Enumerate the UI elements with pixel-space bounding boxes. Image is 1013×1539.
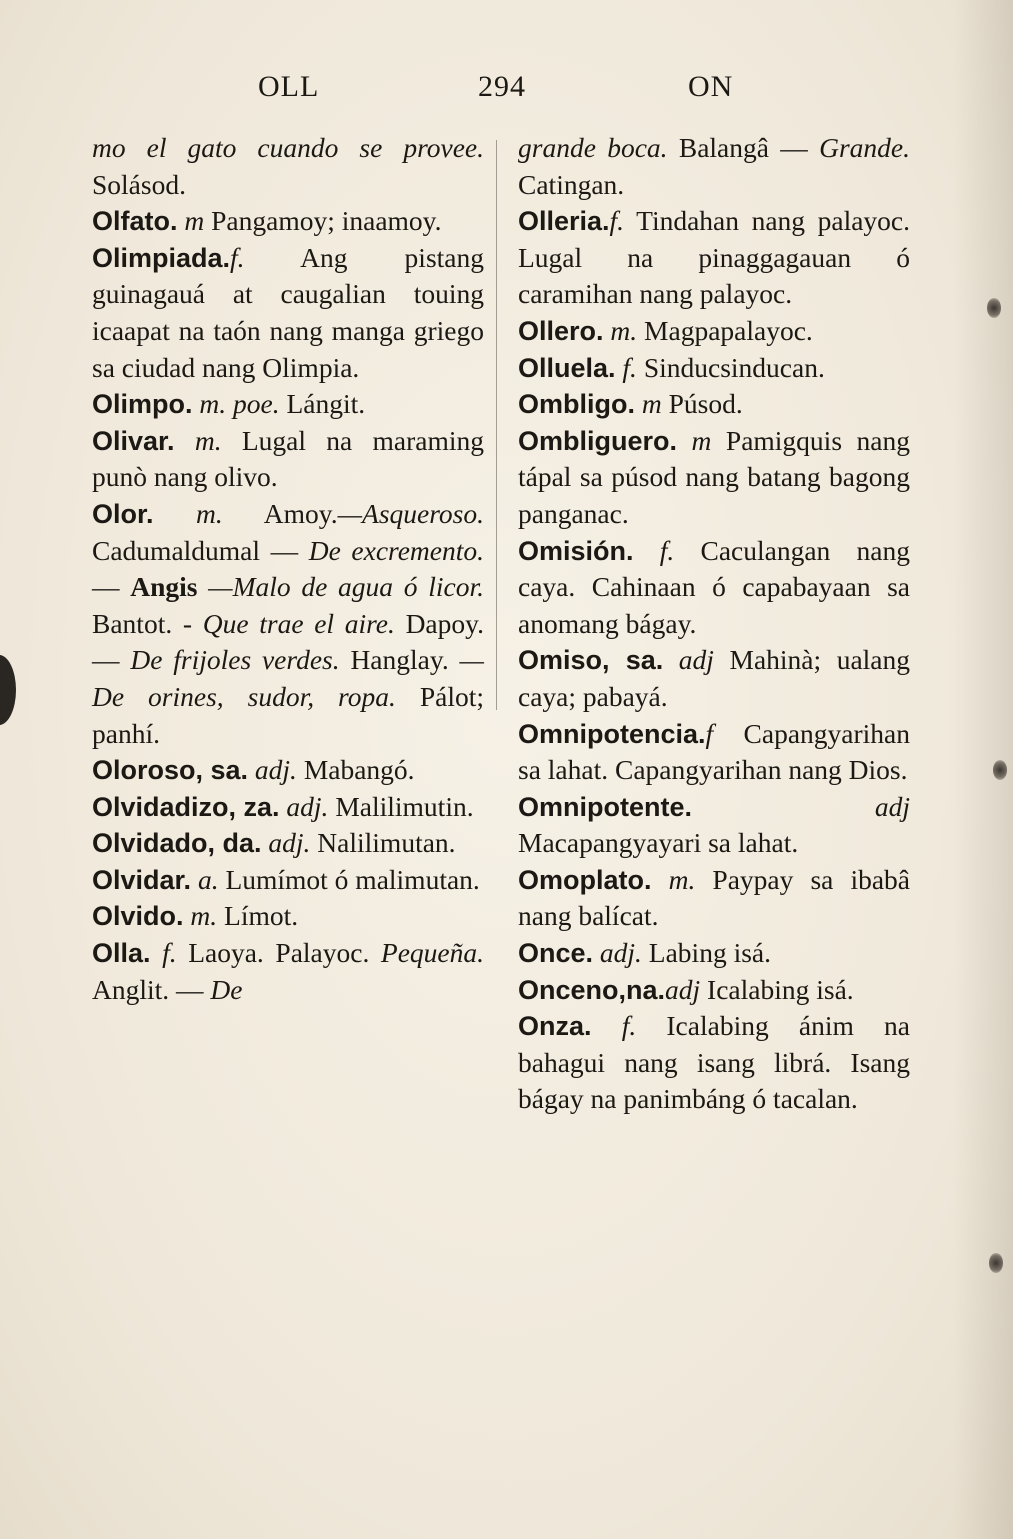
italic-text: m. (174, 424, 222, 456)
italic-text: m (635, 388, 662, 420)
entry-text: Magpapalayoc. (637, 314, 813, 346)
dictionary-entry (92, 752, 484, 789)
italic-text: m. (603, 314, 638, 346)
headword: Omnipotente. (518, 791, 692, 822)
italic-text: f. (150, 937, 177, 969)
headword: Ombliguero. (518, 425, 678, 456)
dictionary-entry (92, 203, 484, 240)
italic-text: De frijoles verdes. (119, 644, 340, 676)
dictionary-entry (92, 423, 484, 496)
entry-text: Macapangyayari sa lahat. (518, 827, 799, 859)
entry-text: Icalabing ánim na bahagui nang isang librá. Isang bágay na panimbáng ó tacalan. (518, 1010, 911, 1115)
headword: Omnipotencia. (518, 718, 706, 749)
entry-text: Anglit. — (92, 973, 204, 1005)
headword: Olluela. (518, 352, 616, 383)
italic-text: grande boca. (518, 132, 668, 163)
italic-text: Que trae el aire. (192, 607, 395, 639)
dictionary-entry (518, 972, 910, 1009)
dictionary-entry (518, 313, 910, 350)
italic-text: —Asqueroso. (337, 497, 484, 529)
headword: Olivar. (92, 425, 175, 456)
ink-blot (0, 655, 16, 725)
dictionary-entry (92, 898, 484, 935)
dictionary-entry (92, 825, 484, 862)
italic-text: adj (692, 790, 910, 822)
italic-text: m (177, 205, 205, 237)
page-number: 294 (478, 70, 526, 103)
dictionary-entry (518, 423, 910, 533)
entry-text: Balangâ — (667, 132, 808, 163)
headword: Olleria. (518, 206, 610, 237)
entry-text: Caculangan nang caya. Cahinaan ó capabayaan sa anomang bágay. (518, 534, 910, 639)
entry-text: Lumímot ó malimutan. (218, 863, 480, 895)
dictionary-entry (518, 1008, 910, 1118)
italic-text: a. (191, 863, 219, 895)
headword: Olla. (92, 938, 151, 969)
italic-text: De (203, 973, 243, 1005)
dictionary-entry (518, 862, 910, 935)
italic-text: f. (591, 1010, 637, 1042)
dictionary-entry (518, 130, 910, 203)
headword: Olfato. (92, 206, 178, 237)
entry-text: Cadumaldumal — (92, 534, 299, 566)
dictionary-entry (92, 862, 484, 899)
entry-text: Lángit. (279, 388, 366, 420)
entry-text: Nalilimutan. (310, 827, 456, 859)
entry-text: Mabangó. (296, 754, 415, 786)
italic-text: adj (663, 644, 714, 676)
italic-text: f (705, 717, 714, 749)
entry-text: Amoy. (222, 497, 338, 529)
entry-text: Sinducsinducan. (636, 351, 825, 383)
entry-text: Pangamoy; inaamoy. (204, 205, 442, 237)
entry-text: Laoya. Palayoc. (176, 937, 370, 969)
italic-text: adj. (261, 827, 311, 859)
headword: Omiso, sa. (518, 645, 664, 676)
entry-text: Ang pistang guinagauá at caugalian touing icaapat na taón nang manga griego sa ciudad nang Olimpia. (92, 241, 484, 383)
entry-text: Púsod. (661, 388, 743, 420)
headword: Olvidado, da. (92, 828, 262, 859)
entry-text: Hanglay. (339, 644, 449, 676)
italic-text: m (677, 424, 712, 456)
headword: Once. (518, 938, 594, 969)
entry-text: Pamigquis nang tápal sa púsod nang batang bagong panganac. (518, 424, 910, 529)
italic-text: adj. (248, 754, 297, 786)
entry-text: Capangyarihan sa lahat. Capangyarihan nang Dios. (518, 717, 910, 786)
entry-text: Bantot. - (92, 607, 193, 639)
punch-hole-2 (993, 760, 1007, 780)
dictionary-entry (518, 716, 910, 789)
dictionary-entry (92, 130, 484, 203)
dictionary-entry (92, 789, 484, 826)
header-left-guide: OLL (258, 70, 320, 103)
italic-text: —De orines, sudor, ropa. (92, 644, 484, 712)
entry-text: Límot. (217, 900, 299, 932)
italic-text: f. (633, 534, 675, 566)
headword: Onza. (518, 1011, 592, 1042)
dictionary-entry (518, 789, 910, 862)
headword: Oloroso, sa. (92, 755, 249, 786)
italic-text: adj (665, 973, 701, 1005)
italic-text: m. (651, 863, 696, 895)
italic-text: adj. (279, 790, 329, 822)
column-divider (496, 140, 497, 710)
entry-text: Solásod. (92, 168, 186, 200)
headword: Onceno,na. (518, 974, 666, 1005)
entry-text: Lugal na maraming punò nang olivo. (92, 424, 484, 493)
headword: Ombligo. (518, 389, 635, 420)
entry-text: Catingan. (518, 168, 625, 200)
dictionary-entry (518, 386, 910, 423)
entry-text: Dapoy. — (92, 607, 484, 676)
dictionary-entry (518, 533, 910, 643)
punch-hole-3 (989, 1253, 1003, 1273)
headword: Olvidadizo, za. (92, 791, 280, 822)
running-header (0, 70, 1013, 120)
entry-text: Angis (130, 571, 198, 603)
dictionary-entry (518, 935, 910, 972)
punch-hole-1 (987, 298, 1001, 318)
left-column (92, 130, 484, 1008)
dictionary-entry (92, 240, 484, 386)
italic-text: mo el gato cuando se provee. (92, 132, 484, 163)
headword: Omoplato. (518, 864, 652, 895)
italic-text: f. (609, 205, 625, 237)
entry-text: Tindahan nang palayoc. Lugal na pinaggagauan ó caramihan nang palayoc. (518, 205, 910, 310)
italic-text: m. (153, 497, 223, 529)
entry-text: Labing isá. (641, 937, 771, 969)
entry-text: Icalabing isá. (700, 973, 854, 1005)
dictionary-entry (92, 935, 484, 1008)
headword: Ollero. (518, 315, 604, 346)
entry-text: Paypay sa ibabâ nang balícat. (518, 863, 910, 932)
entry-text: Malilimutin. (328, 790, 474, 822)
headword: Olor. (92, 498, 154, 529)
entry-text: — (92, 571, 131, 603)
dictionary-entry (518, 350, 910, 387)
italic-text: f. (230, 241, 245, 273)
headword: Olimpiada. (92, 242, 231, 273)
entry-text: Mahinà; ualang caya; pabayá. (518, 644, 911, 712)
dictionary-entry (518, 642, 910, 715)
header-right-guide: ON (688, 70, 734, 103)
right-column (518, 130, 910, 1118)
headword: Omisión. (518, 535, 634, 566)
italic-text: adj. (593, 937, 642, 969)
italic-text: Pequeña. (369, 937, 484, 969)
italic-text: f. (615, 351, 637, 383)
italic-text: De excremento. (298, 534, 484, 566)
italic-text: —Malo de agua ó licor. (197, 571, 484, 603)
dictionary-entry (92, 496, 484, 752)
headword: Olvido. (92, 901, 184, 932)
italic-text: m. (183, 900, 218, 932)
headword: Olimpo. (92, 389, 193, 420)
dictionary-entry (92, 386, 484, 423)
italic-text: m. poe. (192, 388, 280, 420)
dictionary-entry (518, 203, 910, 313)
italic-text: Grande. (807, 132, 910, 163)
headword: Olvidar. (92, 864, 192, 895)
entry-text: Pálot; panhí. (92, 680, 485, 749)
